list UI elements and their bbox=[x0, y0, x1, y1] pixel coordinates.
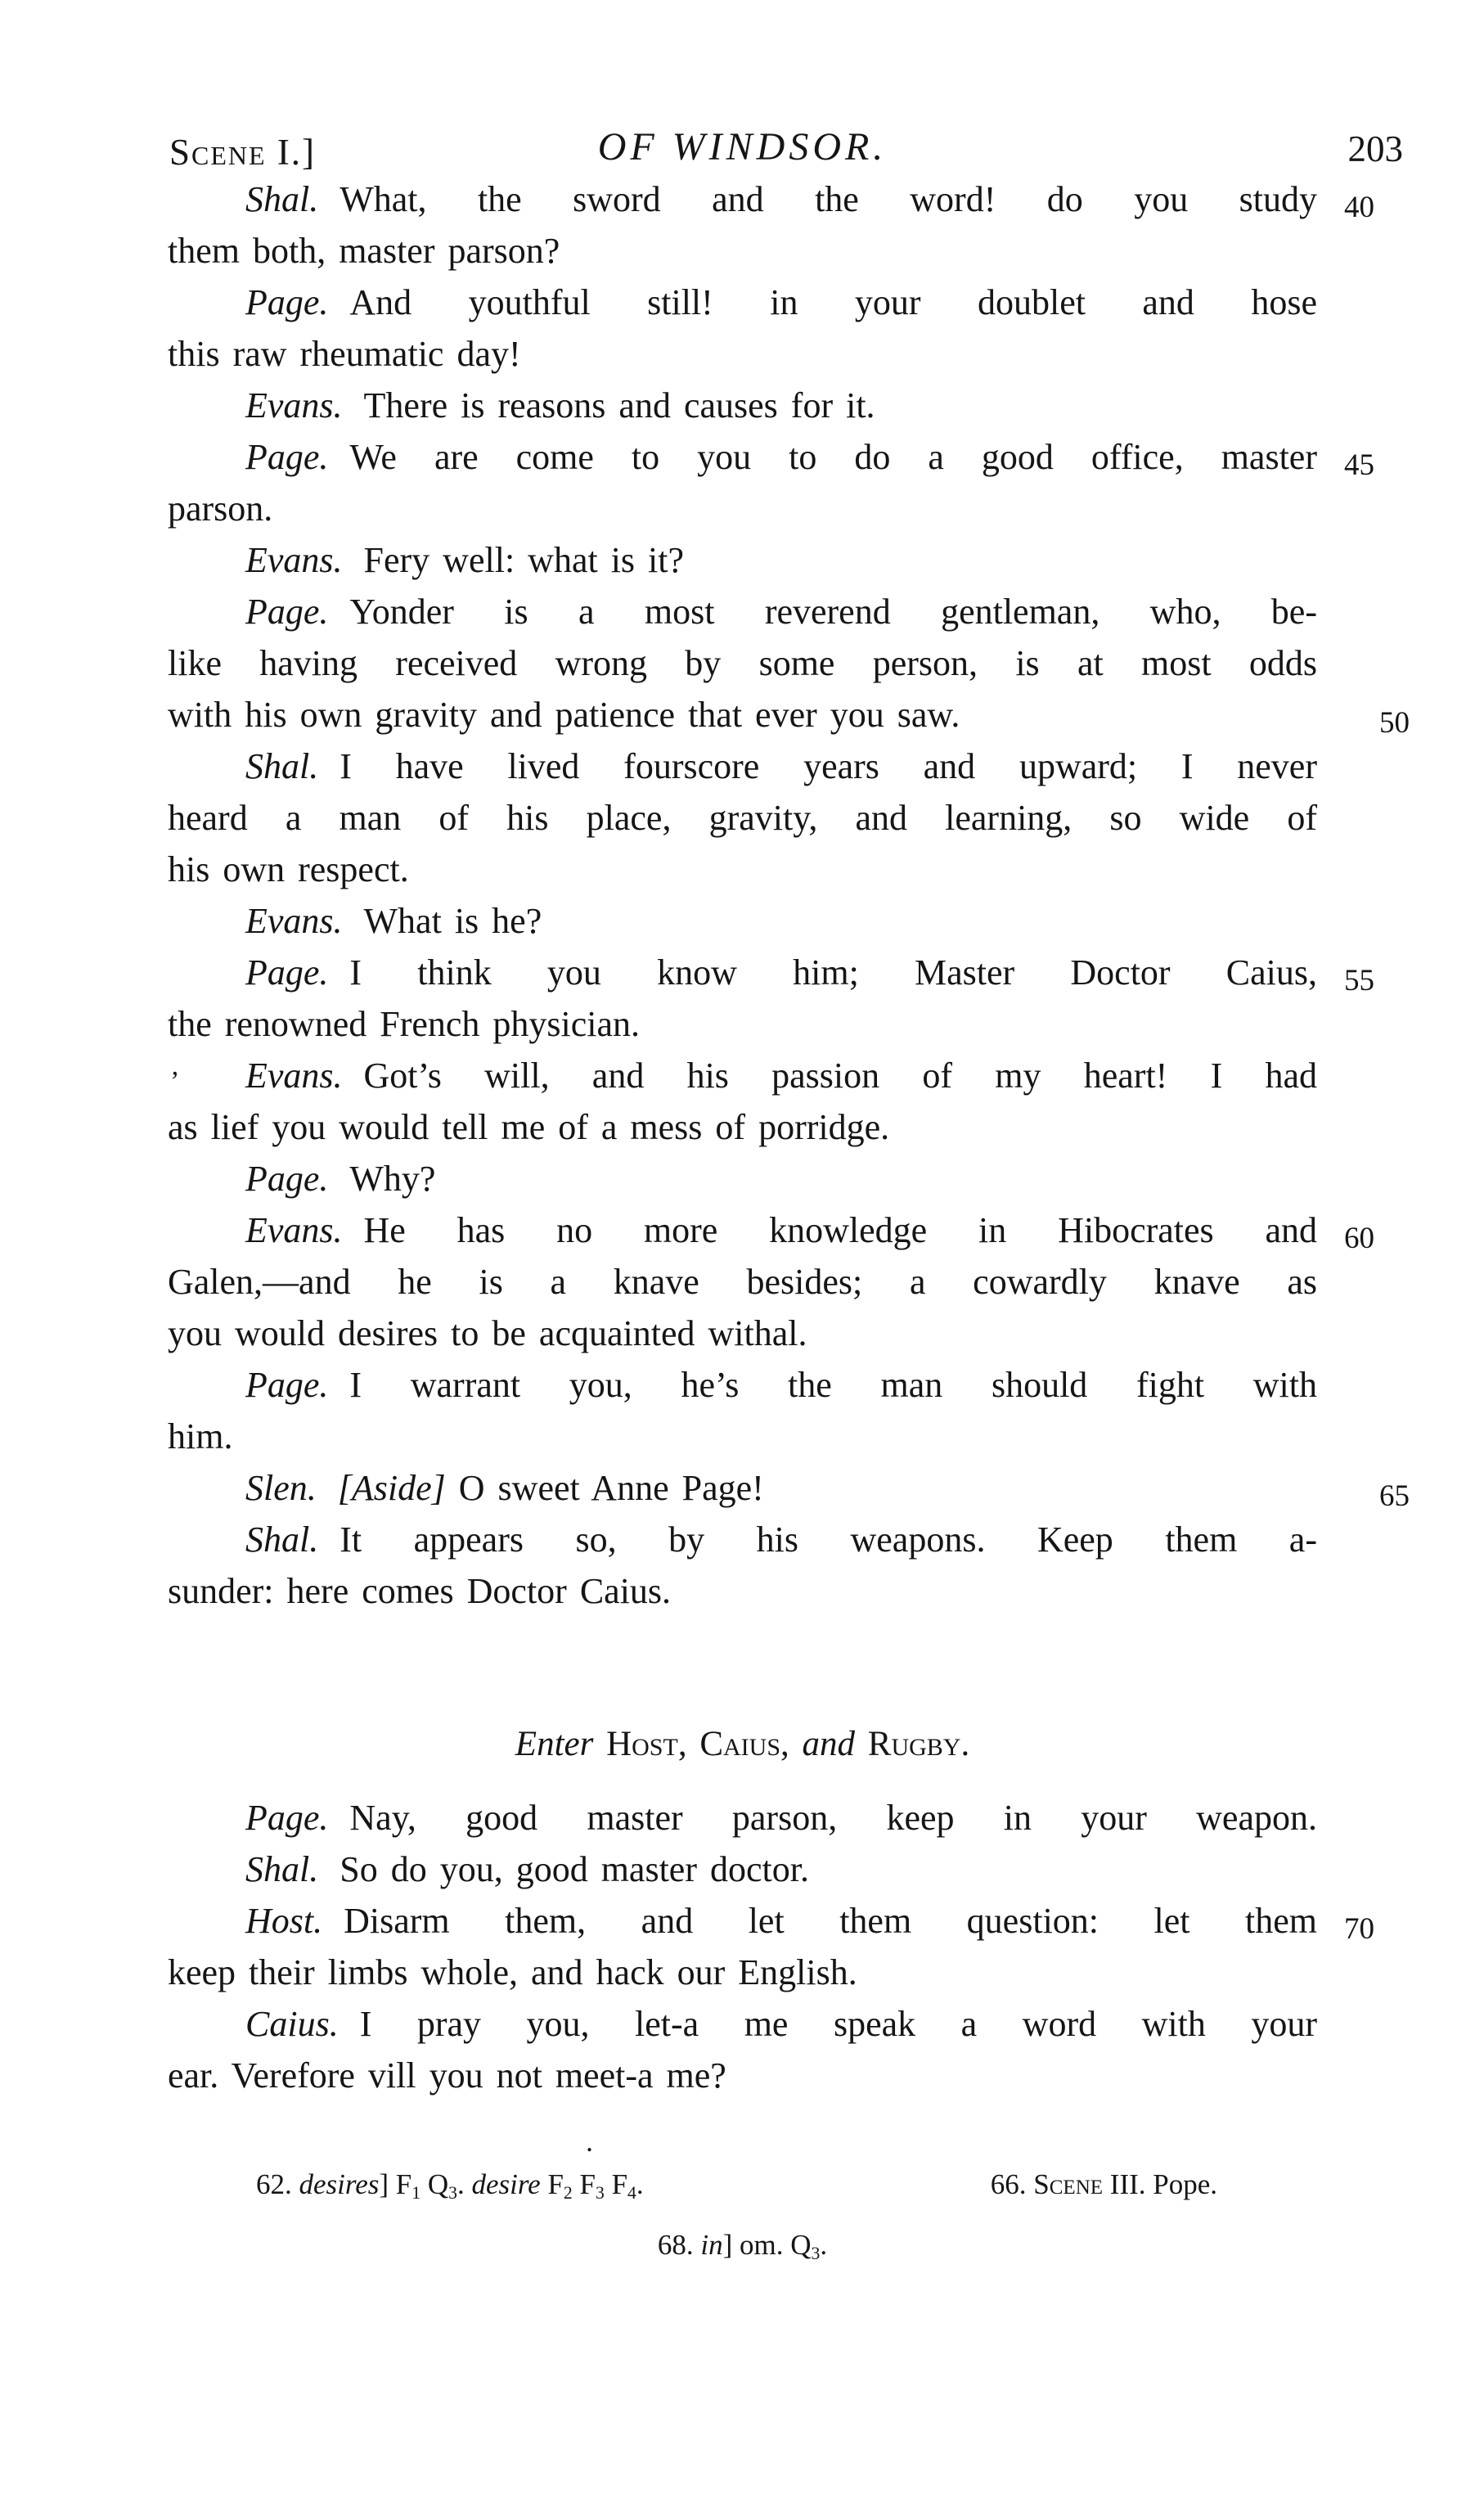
scene-heading: Scene I.] bbox=[169, 132, 317, 173]
line-number: 40 bbox=[1344, 191, 1374, 224]
speaker-prefix: Evans. bbox=[245, 901, 343, 941]
text-line bbox=[168, 947, 1374, 998]
text-line bbox=[168, 1514, 1317, 1565]
text-segment: his own respect. bbox=[168, 849, 409, 889]
text-line bbox=[168, 173, 1374, 225]
text-line bbox=[168, 1308, 1317, 1359]
text-line bbox=[168, 2050, 1317, 2101]
text-segment: 66. bbox=[990, 2168, 1034, 2200]
text-line bbox=[168, 1462, 1410, 1514]
text-line bbox=[168, 534, 1317, 586]
text-line bbox=[168, 328, 1317, 380]
speaker-prefix: Evans. bbox=[245, 1056, 343, 1096]
text-segment: Scene III. bbox=[1033, 2168, 1146, 2200]
text-segment: Why? bbox=[349, 1159, 436, 1199]
text-segment: ear. Verefore vill you not meet-a me? bbox=[168, 2055, 726, 2096]
line-number: 45 bbox=[1344, 448, 1374, 482]
footnote-line bbox=[168, 2159, 1317, 2219]
text-segment: F bbox=[572, 2168, 596, 2200]
text-line bbox=[168, 1101, 1317, 1153]
text-line bbox=[168, 844, 1317, 895]
text-segment: ] om. Q bbox=[722, 2229, 812, 2262]
text-segment: . bbox=[820, 2229, 828, 2262]
text-segment: And youthful still! in your doublet and hose bbox=[349, 282, 1317, 322]
text-line bbox=[168, 431, 1374, 483]
text-segment: Got’s will, and his passion of my heart! I had bbox=[363, 1056, 1317, 1096]
text-segment: 62. bbox=[256, 2168, 299, 2200]
text-line bbox=[168, 1204, 1374, 1256]
text-segment: this raw rheumatic day! bbox=[168, 334, 521, 374]
text-segment: and bbox=[802, 1725, 868, 1763]
text-line bbox=[168, 1565, 1317, 1617]
text-segment: 2 bbox=[563, 2183, 573, 2204]
text-segment: [Aside] bbox=[337, 1468, 446, 1508]
text-segment: Galen,—and he is a knave besides; a cowardly knave as bbox=[168, 1262, 1317, 1302]
text-line bbox=[168, 1947, 1317, 1998]
speaker-prefix: Page. bbox=[245, 437, 329, 477]
text-segment: Pope. bbox=[1145, 2168, 1217, 2200]
text-segment: sunder: here comes Doctor Caius. bbox=[168, 1571, 672, 1611]
footnote-entry bbox=[256, 2168, 644, 2204]
text-line bbox=[168, 1411, 1317, 1462]
speaker-prefix: Page. bbox=[245, 592, 329, 632]
text-line bbox=[168, 1256, 1317, 1308]
speaker-prefix: Evans. bbox=[245, 1210, 343, 1250]
text-line bbox=[168, 741, 1317, 792]
text-segment: I warrant you, he’s the man should fight with bbox=[349, 1365, 1317, 1405]
speaker-prefix: Caius. bbox=[245, 2004, 339, 2044]
play-text bbox=[168, 173, 1410, 2101]
text-segment: as lief you would tell me of a mess of porridge. bbox=[168, 1107, 890, 1147]
stage-direction bbox=[168, 1718, 1317, 1770]
text-segment: Host, Caius, bbox=[606, 1725, 803, 1763]
text-line bbox=[168, 792, 1317, 844]
text-segment: the renowned French physician. bbox=[168, 1004, 641, 1044]
critical-apparatus bbox=[168, 2159, 1317, 2280]
speaker-prefix: Host. bbox=[245, 1901, 323, 1941]
speaker-prefix: Page. bbox=[245, 1365, 329, 1405]
text-line bbox=[168, 689, 1410, 741]
text-segment: . bbox=[456, 2168, 472, 2200]
text-segment: like having received wrong by some person, is at most odds bbox=[168, 643, 1317, 683]
speaker-prefix: Evans. bbox=[245, 540, 343, 580]
line-number: 50 bbox=[1379, 706, 1410, 740]
text-segment: It appears so, by his weapons. Keep them a- bbox=[340, 1519, 1317, 1560]
text-segment: We are come to you to do a good office, master bbox=[349, 437, 1317, 477]
speaker-prefix: Shal. bbox=[245, 1849, 319, 1889]
text-segment: What, the sword and the word! do you study bbox=[340, 179, 1317, 219]
text-segment: 3 bbox=[811, 2244, 821, 2264]
text-segment: He has no more knowledge in Hibocrates and bbox=[363, 1210, 1317, 1250]
speaker-prefix: Page. bbox=[245, 1798, 329, 1838]
line-number: 55 bbox=[1344, 964, 1374, 997]
speaker-prefix: Page. bbox=[245, 1159, 329, 1199]
text-line bbox=[168, 277, 1317, 328]
text-segment: 3 bbox=[448, 2183, 457, 2204]
speaker-prefix: Shal. bbox=[245, 1519, 319, 1560]
text-segment: I think you know him; Master Doctor Caius, bbox=[349, 952, 1317, 993]
text-segment: 4 bbox=[627, 2183, 636, 2204]
text-segment: you would desires to be acquainted withal. bbox=[168, 1313, 807, 1353]
text-segment: 68. bbox=[657, 2229, 701, 2262]
text-line bbox=[168, 1843, 1317, 1895]
text-line bbox=[168, 1359, 1317, 1411]
text-line bbox=[168, 1998, 1317, 2050]
text-segment: ] F bbox=[379, 2168, 412, 2200]
text-segment: desire bbox=[471, 2168, 541, 2200]
text-segment: desires bbox=[299, 2168, 380, 2200]
text-segment: 1 bbox=[411, 2183, 421, 2204]
text-line bbox=[168, 895, 1317, 947]
text-segment: Disarm them, and let them question: let them bbox=[344, 1901, 1317, 1941]
stray-mark: . bbox=[586, 2125, 593, 2158]
speaker-prefix: Page. bbox=[245, 282, 329, 322]
text-segment: parson. bbox=[168, 488, 273, 529]
text-segment: Enter bbox=[515, 1725, 607, 1763]
speaker-prefix: Page. bbox=[245, 952, 329, 993]
text-segment: him. bbox=[168, 1416, 233, 1456]
text-segment: Fery well: what is it? bbox=[363, 540, 685, 580]
text-line bbox=[168, 1050, 1317, 1101]
text-segment: in bbox=[700, 2229, 723, 2262]
text-segment: I pray you, let-a me speak a word with your bbox=[359, 2004, 1317, 2044]
running-title: OF WINDSOR. bbox=[597, 125, 888, 169]
text-segment: 3 bbox=[595, 2183, 605, 2204]
page-number: 203 bbox=[1347, 128, 1403, 169]
text-segment: Q bbox=[420, 2168, 449, 2200]
text-line bbox=[168, 637, 1317, 689]
text-segment: F bbox=[604, 2168, 628, 2200]
text-segment: . bbox=[636, 2168, 644, 2200]
text-segment: What is he? bbox=[363, 901, 542, 941]
footnote-entry bbox=[991, 2159, 1217, 2211]
speaker-prefix: Evans. bbox=[245, 385, 343, 425]
text-segment: So do you, good master doctor. bbox=[340, 1849, 809, 1889]
text-segment: O sweet Anne Page! bbox=[445, 1468, 764, 1508]
line-number: 60 bbox=[1344, 1222, 1374, 1255]
text-line bbox=[168, 483, 1317, 534]
text-segment: Yonder is a most reverend gentleman, who, be- bbox=[349, 592, 1317, 632]
text-segment: keep their limbs whole, and hack our English. bbox=[168, 1952, 857, 1992]
text-line bbox=[168, 586, 1317, 637]
text-segment: them both, master parson? bbox=[168, 231, 560, 271]
footnote-line bbox=[168, 2219, 1317, 2280]
text-segment: F bbox=[540, 2168, 564, 2200]
text-segment: Rugby. bbox=[867, 1725, 970, 1763]
text-line bbox=[168, 1153, 1317, 1204]
text-line bbox=[168, 998, 1317, 1050]
text-line bbox=[168, 225, 1317, 277]
stray-mark: ’ bbox=[170, 1066, 180, 1096]
text-line bbox=[168, 1895, 1374, 1947]
text-segment: heard a man of his place, gravity, and learning, so wide of bbox=[168, 798, 1317, 838]
text-segment: There is reasons and causes for it. bbox=[363, 385, 875, 425]
text-segment: I have lived fourscore years and upward; I never bbox=[340, 746, 1317, 786]
text-line bbox=[168, 380, 1317, 431]
speaker-prefix: Slen. bbox=[245, 1468, 317, 1508]
speaker-prefix: Shal. bbox=[245, 179, 319, 219]
text-segment: with his own gravity and patience that ever you saw. bbox=[168, 695, 960, 735]
text-line bbox=[168, 1792, 1317, 1843]
speaker-prefix: Shal. bbox=[245, 746, 319, 786]
line-number: 70 bbox=[1344, 1912, 1374, 1946]
text-segment: Nay, good master parson, keep in your weapon. bbox=[349, 1798, 1317, 1838]
line-number: 65 bbox=[1379, 1479, 1410, 1513]
